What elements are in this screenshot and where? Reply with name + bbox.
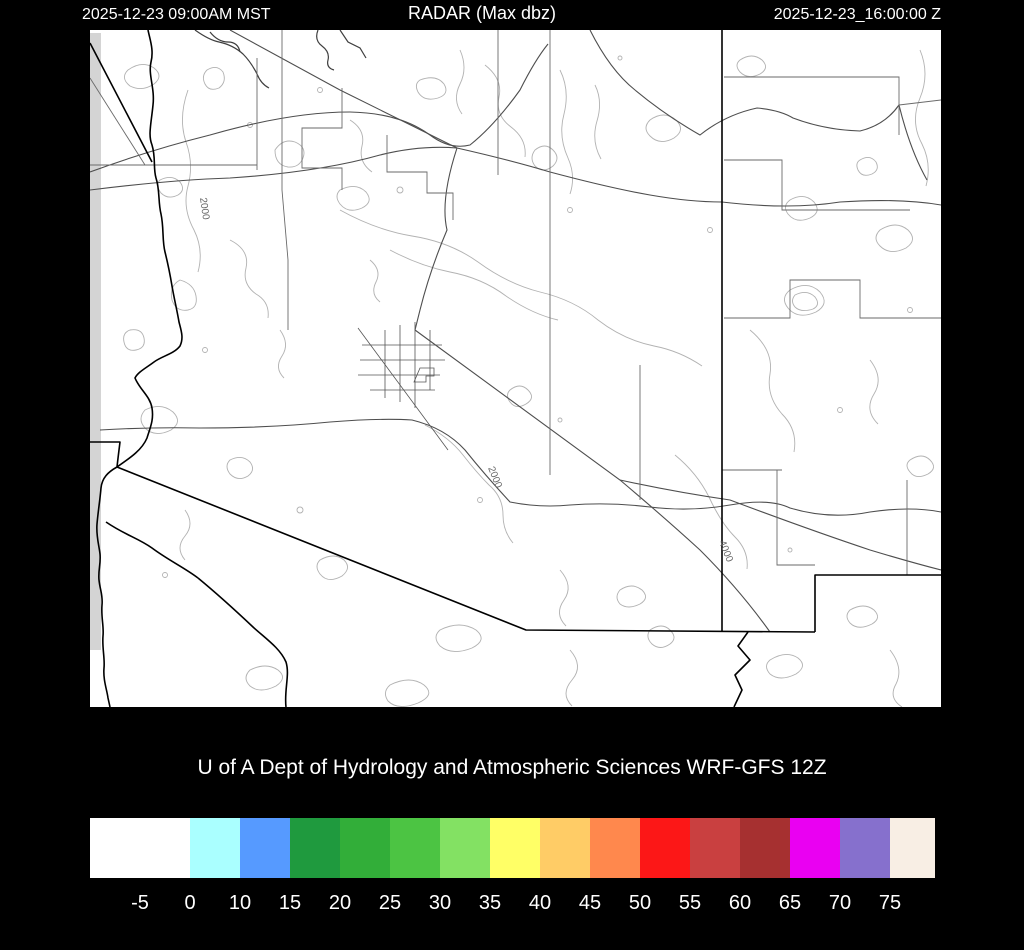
colorbar-tick-label: 25: [378, 892, 402, 914]
forecast-map: [90, 30, 941, 707]
colorbar-tick-label: 65: [778, 892, 802, 914]
dbz-colorbar: [90, 818, 935, 878]
colorbar-segment: [440, 818, 490, 878]
colorbar-segment: [540, 818, 590, 878]
utc-time-label: 2025-12-23_16:00:00 Z: [773, 6, 941, 23]
colorbar-segment: [340, 818, 390, 878]
colorbar-tick-label: 20: [328, 892, 352, 914]
colorbar-tick-label: 45: [578, 892, 602, 914]
header: [0, 0, 1024, 30]
colorbar-segment: [240, 818, 290, 878]
colorbar-tick-label: 0: [184, 892, 196, 914]
contour-label-southeast: 4000: [716, 539, 735, 564]
local-time-label: 2025-12-23 09:00AM MST: [82, 6, 271, 23]
colorbar-tick-label: 55: [678, 892, 702, 914]
contour-label-south: 2000: [485, 465, 504, 490]
caption: U of A Dept of Hydrology and Atmospheric Sciences WRF-GFS 12Z: [197, 756, 827, 779]
colorbar-tick-label: 70: [828, 892, 852, 914]
colorbar-segment: [590, 818, 640, 878]
colorbar-segment: [890, 818, 935, 878]
colorbar-segment: [390, 818, 440, 878]
colorbar-tick-label: 10: [228, 892, 252, 914]
colorbar-segment: [90, 818, 190, 878]
colorbar-segment: [490, 818, 540, 878]
colorbar-segment: [690, 818, 740, 878]
product-title: RADAR (Max dbz): [407, 3, 557, 23]
colorbar-tick-label: 60: [728, 892, 752, 914]
colorbar-tick-label: 30: [428, 892, 452, 914]
colorbar-tick-label: 40: [528, 892, 552, 914]
arizona-map-canvas: [90, 30, 941, 707]
colorbar-tick-label: 35: [478, 892, 502, 914]
colorbar-segment: [290, 818, 340, 878]
colorbar-tick-label: 15: [278, 892, 302, 914]
colorbar-tick-label: -5: [131, 892, 149, 914]
colorbar-segment: [640, 818, 690, 878]
colorbar-segment: [740, 818, 790, 878]
colorbar-segment: [790, 818, 840, 878]
colorbar-segment: [840, 818, 890, 878]
dbz-colorbar-labels: [90, 892, 935, 918]
colorbar-tick-label: 75: [878, 892, 902, 914]
domain-edge-strip: [90, 33, 101, 650]
contour-label-west: 2000: [197, 196, 212, 221]
colorbar-tick-label: 50: [628, 892, 652, 914]
map-background: [90, 30, 941, 707]
colorbar-segment: [190, 818, 240, 878]
